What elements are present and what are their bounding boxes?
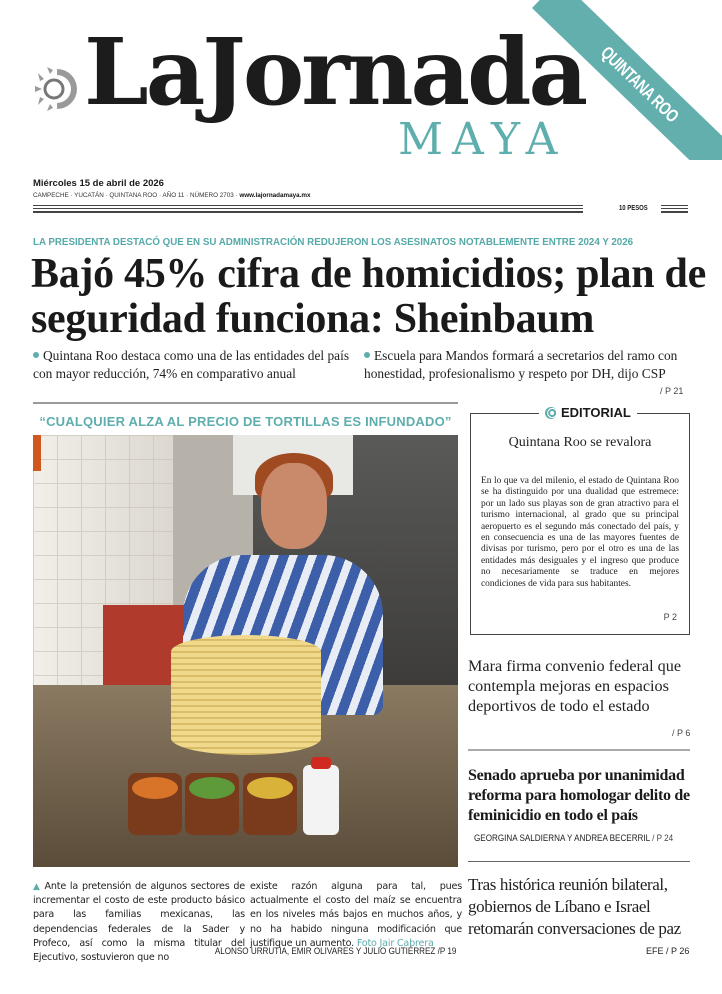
photo-caption [250,880,462,951]
side-story-byline[interactable]: EFE / P 26 [646,946,690,956]
price: 10 PESOS [619,205,648,212]
divider [468,861,690,862]
byline-text: GEORGINA SALDIERNA Y ANDREA BECERRIL [474,833,650,843]
logo-wordmark: LaJornada [84,18,586,126]
masthead-rules [33,205,688,215]
edition-label: QUINTANA ROO [596,41,683,126]
issue-info-text: CAMPECHE · YUCATÁN · QUINTANA ROO · AÑO 11 · NÚMERO 2703 · [33,192,240,199]
editorial-page-ref: P 2 [663,612,677,622]
sun-logo-icon [32,64,82,114]
editorial-label-text: EDITORIAL [561,405,631,420]
side-story-headline[interactable]: Tras histórica reunión bilateral, gobiernos de Líbano e Israel retomarán conversaciones de paz [468,875,681,938]
logo-subtitle: MAYA [398,114,567,165]
bullet-text: Escuela para Mandos formará a secretarios del ramo con honestidad, profesionalismo y respeto por DH, dijo CSP [364,348,678,381]
lead-headline[interactable]: Bajó 45% cifra de homicidios; plan de seguridad funciona: Sheinbaum [31,251,706,342]
issue-info [33,192,311,199]
edition-ribbon [522,0,722,160]
editorial-logo-icon [545,407,557,419]
lead-kicker: LA PRESIDENTA DESTACÓ QUE EN SU ADMINISTRACIÓN REDUJERON LOS ASESINATOS NOTABLEMENTE ENTRE 2024 Y 2026 [33,236,634,248]
photo-caption [33,880,245,965]
side-story-page-ref[interactable]: / P 24 [649,833,674,843]
caption-text: existe razón alguna para tal, pues actualmente el costo del maíz se encuentra en los niveles más bajos en muchos años, y no ha habido ninguna modificación que justifique un aumento. [250,881,462,949]
divider [661,205,688,213]
lead-bullet [364,347,694,383]
photo-story-byline[interactable]: ALONSO URRUTIA, EMIR OLIVARES Y JULIO GUTIÉRREZ /P 19 [214,946,456,956]
caption-text: Ante la pretensión de algunos sectores de incrementar el costo de este producto básico para las familias mexicanas, las dependencias federales de la Sader y Profeco, así como la misma titular del Ejecutivo, sostuvieron que no [33,881,246,964]
bullet-dot-icon [364,352,370,358]
issue-date: Miércoles 15 de abril de 2026 [33,178,164,189]
website-link[interactable]: www.lajornadamaya.mx [239,192,311,199]
editorial-title: Quintana Roo se revalora [508,435,652,450]
tortillas-photo[interactable] [33,435,458,867]
bullet-text: Quintana Roo destaca como una de las entidades del país con mayor reducción, 74% en comparativo anual [33,348,350,381]
side-story-headline[interactable]: Senado aprueba por unanimidad reforma para homologar delito de feminicidio en todo el país [468,767,690,824]
editorial-body: En lo que va del milenio, el estado de Quintana Roo se ha distinguido por una dualidad que estremece: por un lado sus playas son de gran atractivo para el turismo internacional, al grado que su principal aeropuerto es el segundo más conectado del país, y en consecuencia es una de las mayores fuentes de divisas por turismo, pero por el otro es una de las entidades más desiguales y el ingreso que produce no necesariamente se traduce en mejores condiciones de vida para sus habitantes. [481,476,679,589]
divider [33,205,583,213]
divider [33,402,458,404]
lead-bullet [33,347,363,383]
bullet-dot-icon [33,352,39,358]
side-story-byline [474,833,673,843]
masthead [0,0,722,212]
editorial-box[interactable] [470,405,690,635]
side-story-headline[interactable]: Mara firma convenio federal que contempla mejoras en espacios deportivos de todo el estado [468,657,682,715]
triangle-up-icon: ▲ [33,882,45,892]
lead-page-ref[interactable]: / P 21 [660,386,684,396]
side-story-page-ref[interactable]: / P 6 [672,728,691,738]
divider [468,749,690,751]
photo-credit: Foto Jair Cabrera [356,937,434,949]
editorial-label [539,405,637,420]
photo-story-title[interactable]: “CUALQUIER ALZA AL PRECIO DE TORTILLAS ES INFUNDADO” [39,414,452,429]
